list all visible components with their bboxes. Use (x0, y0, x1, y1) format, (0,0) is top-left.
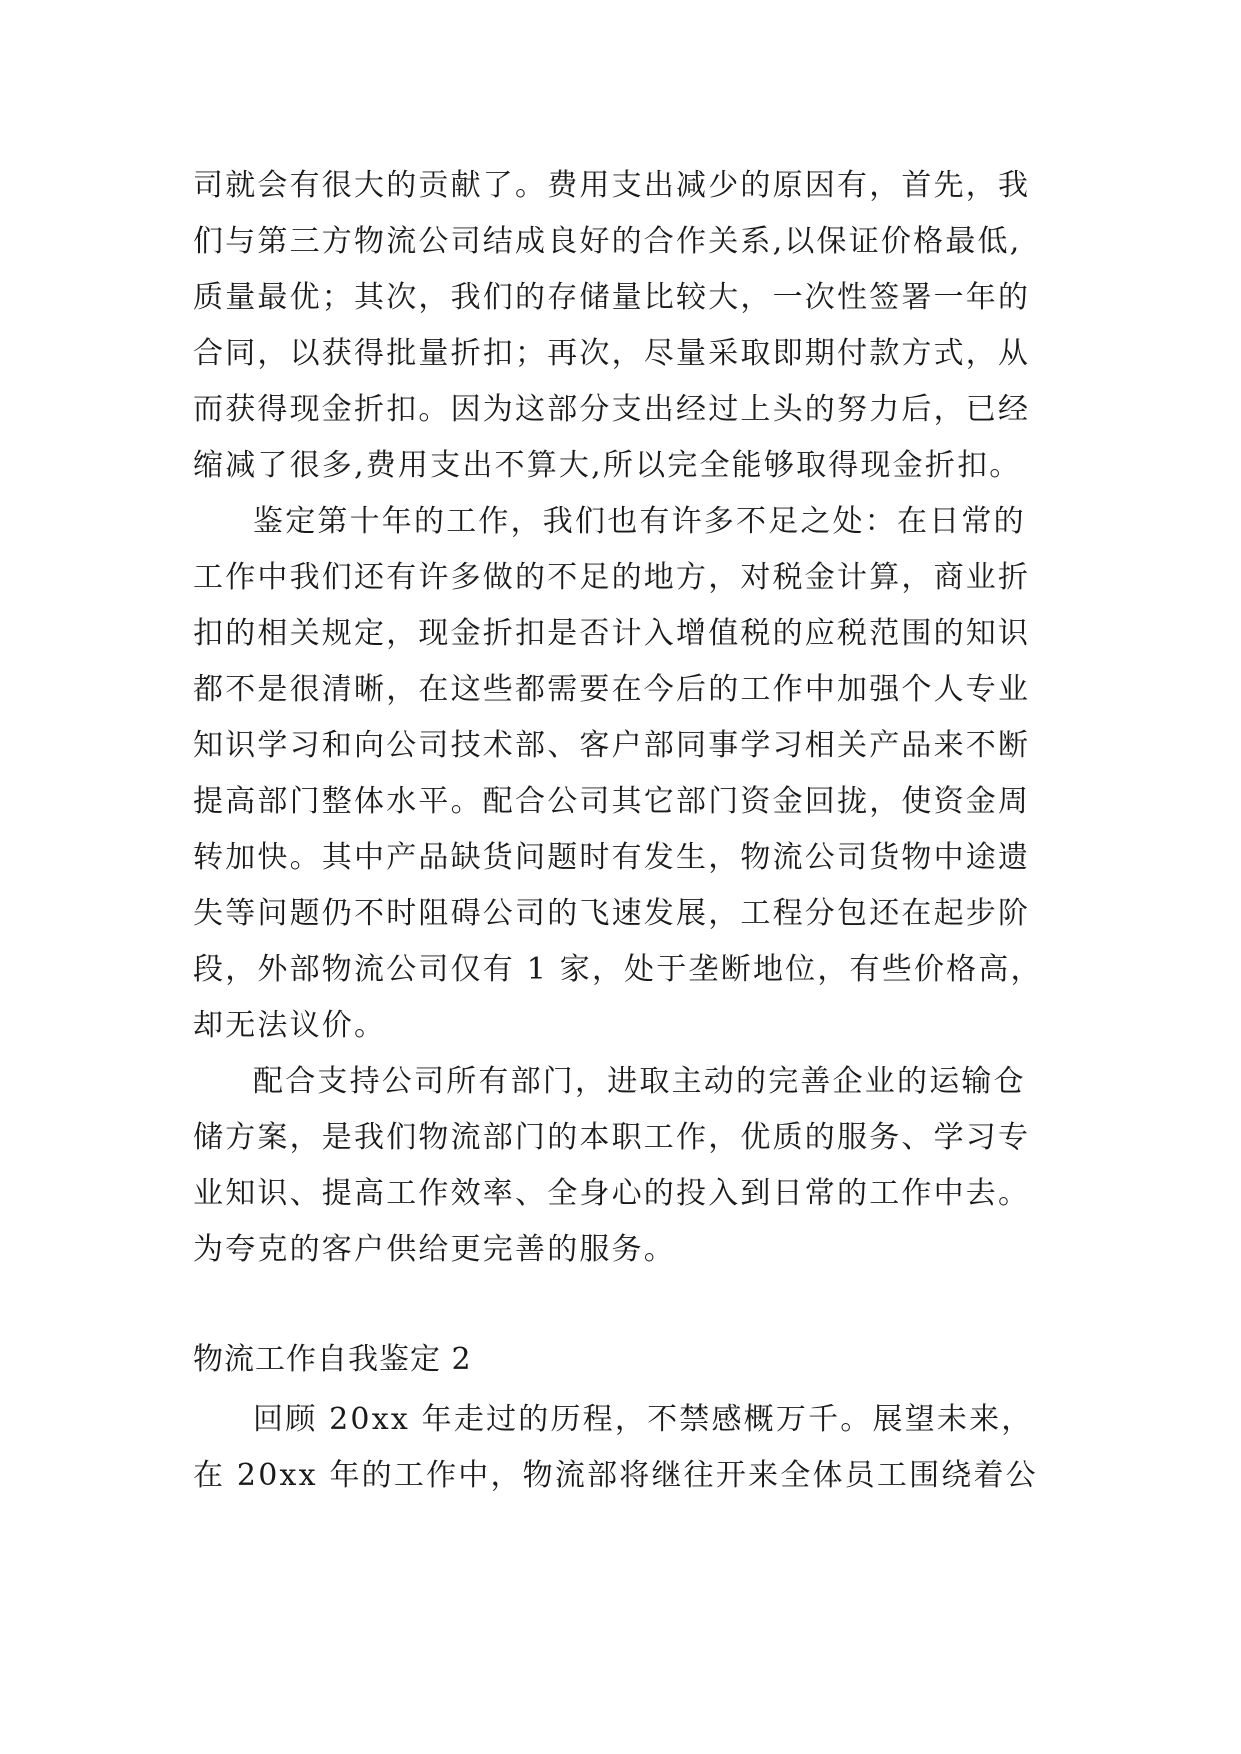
text-line: 却无法议价。 (193, 1008, 387, 1043)
text-line: 都不是很清晰，在这些都需要在今后的工作中加强个人专业 (193, 672, 1031, 707)
text-line: 为夸克的客户供给更完善的服务。 (193, 1232, 676, 1267)
text-line: 业知识、提高工作效率、全身心的投入到日常的工作中去。 (193, 1176, 1031, 1211)
section-heading: 物流工作自我鉴定 2 (193, 1342, 472, 1377)
text-line: 质量最优；其次，我们的存储量比较大，一次性签署一年的 (193, 280, 1031, 315)
text-line: 储方案，是我们物流部门的本职工作，优质的服务、学习专 (193, 1120, 1031, 1155)
text-line: 合同，以获得批量折扣；再次，尽量采取即期付款方式，从 (193, 336, 1031, 371)
text-line: 司就会有很大的贡献了。费用支出减少的原因有，首先，我 (193, 168, 1031, 203)
text-line: 失等问题仍不时阻碍公司的飞速发展，工程分包还在起步阶 (193, 896, 1031, 931)
text-line: 转加快。其中产品缺货问题时有发生，物流公司货物中途遗 (193, 840, 1031, 875)
paragraph-first-line: 鉴定第十年的工作，我们也有许多不足之处：在日常的 (253, 504, 1026, 539)
paragraph-first-line: 配合支持公司所有部门，进取主动的完善企业的运输仓 (253, 1064, 1026, 1099)
text-line: 扣的相关规定，现金折扣是否计入增值税的应税范围的知识 (193, 616, 1031, 651)
text-line: 们与第三方物流公司结成良好的合作关系,以保证价格最低, (193, 224, 1022, 259)
text-line: 缩减了很多,费用支出不算大,所以完全能够取得现金折扣。 (193, 448, 1022, 483)
text-line: 工作中我们还有许多做的不足的地方，对税金计算，商业折 (193, 560, 1031, 595)
text-line: 段，外部物流公司仅有 1 家，处于垄断地位，有些价格高， (193, 952, 1043, 987)
text-line: 知识学习和向公司技术部、客户部同事学习相关产品来不断 (193, 728, 1031, 763)
text-line: 而获得现金折扣。因为这部分支出经过上头的努力后，已经 (193, 392, 1031, 427)
paragraph-first-line: 回顾 20xx 年走过的历程，不禁感概万千。展望未来， (253, 1402, 1034, 1437)
text-line: 提高部门整体水平。配合公司其它部门资金回拢，使资金周 (193, 784, 1031, 819)
text-line: 在 20xx 年的工作中，物流部将继往开来全体员工围绕着公 (193, 1458, 1038, 1493)
